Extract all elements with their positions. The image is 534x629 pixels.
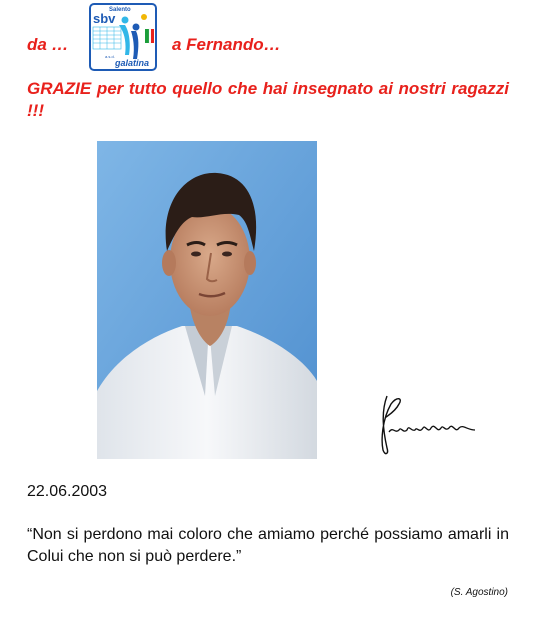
date-text: 22.06.2003 bbox=[27, 483, 108, 500]
header-suffix: a Fernando… bbox=[172, 35, 281, 54]
portrait-photo bbox=[97, 141, 317, 459]
italian-flag-icon bbox=[145, 29, 154, 43]
header-prefix: da … bbox=[27, 35, 69, 54]
sbv-galatina-logo bbox=[89, 3, 157, 71]
logo-brand-text: sbv bbox=[93, 11, 116, 26]
handwritten-signature bbox=[373, 390, 481, 460]
quote-text: “Non si perdono mai coloro che amiamo perché possiamo amarli in Colui che non si può perdere.” bbox=[27, 526, 509, 565]
headline: GRAZIE per tutto quello che hai insegnato ai nostri ragazzi !!! bbox=[27, 79, 509, 120]
quote-source: (S. Agostino) bbox=[450, 587, 508, 598]
logo-name-text: galatina bbox=[115, 58, 150, 68]
logo-side-text: a.s.d. bbox=[105, 54, 115, 59]
logo-top-text: Salento bbox=[109, 7, 131, 13]
